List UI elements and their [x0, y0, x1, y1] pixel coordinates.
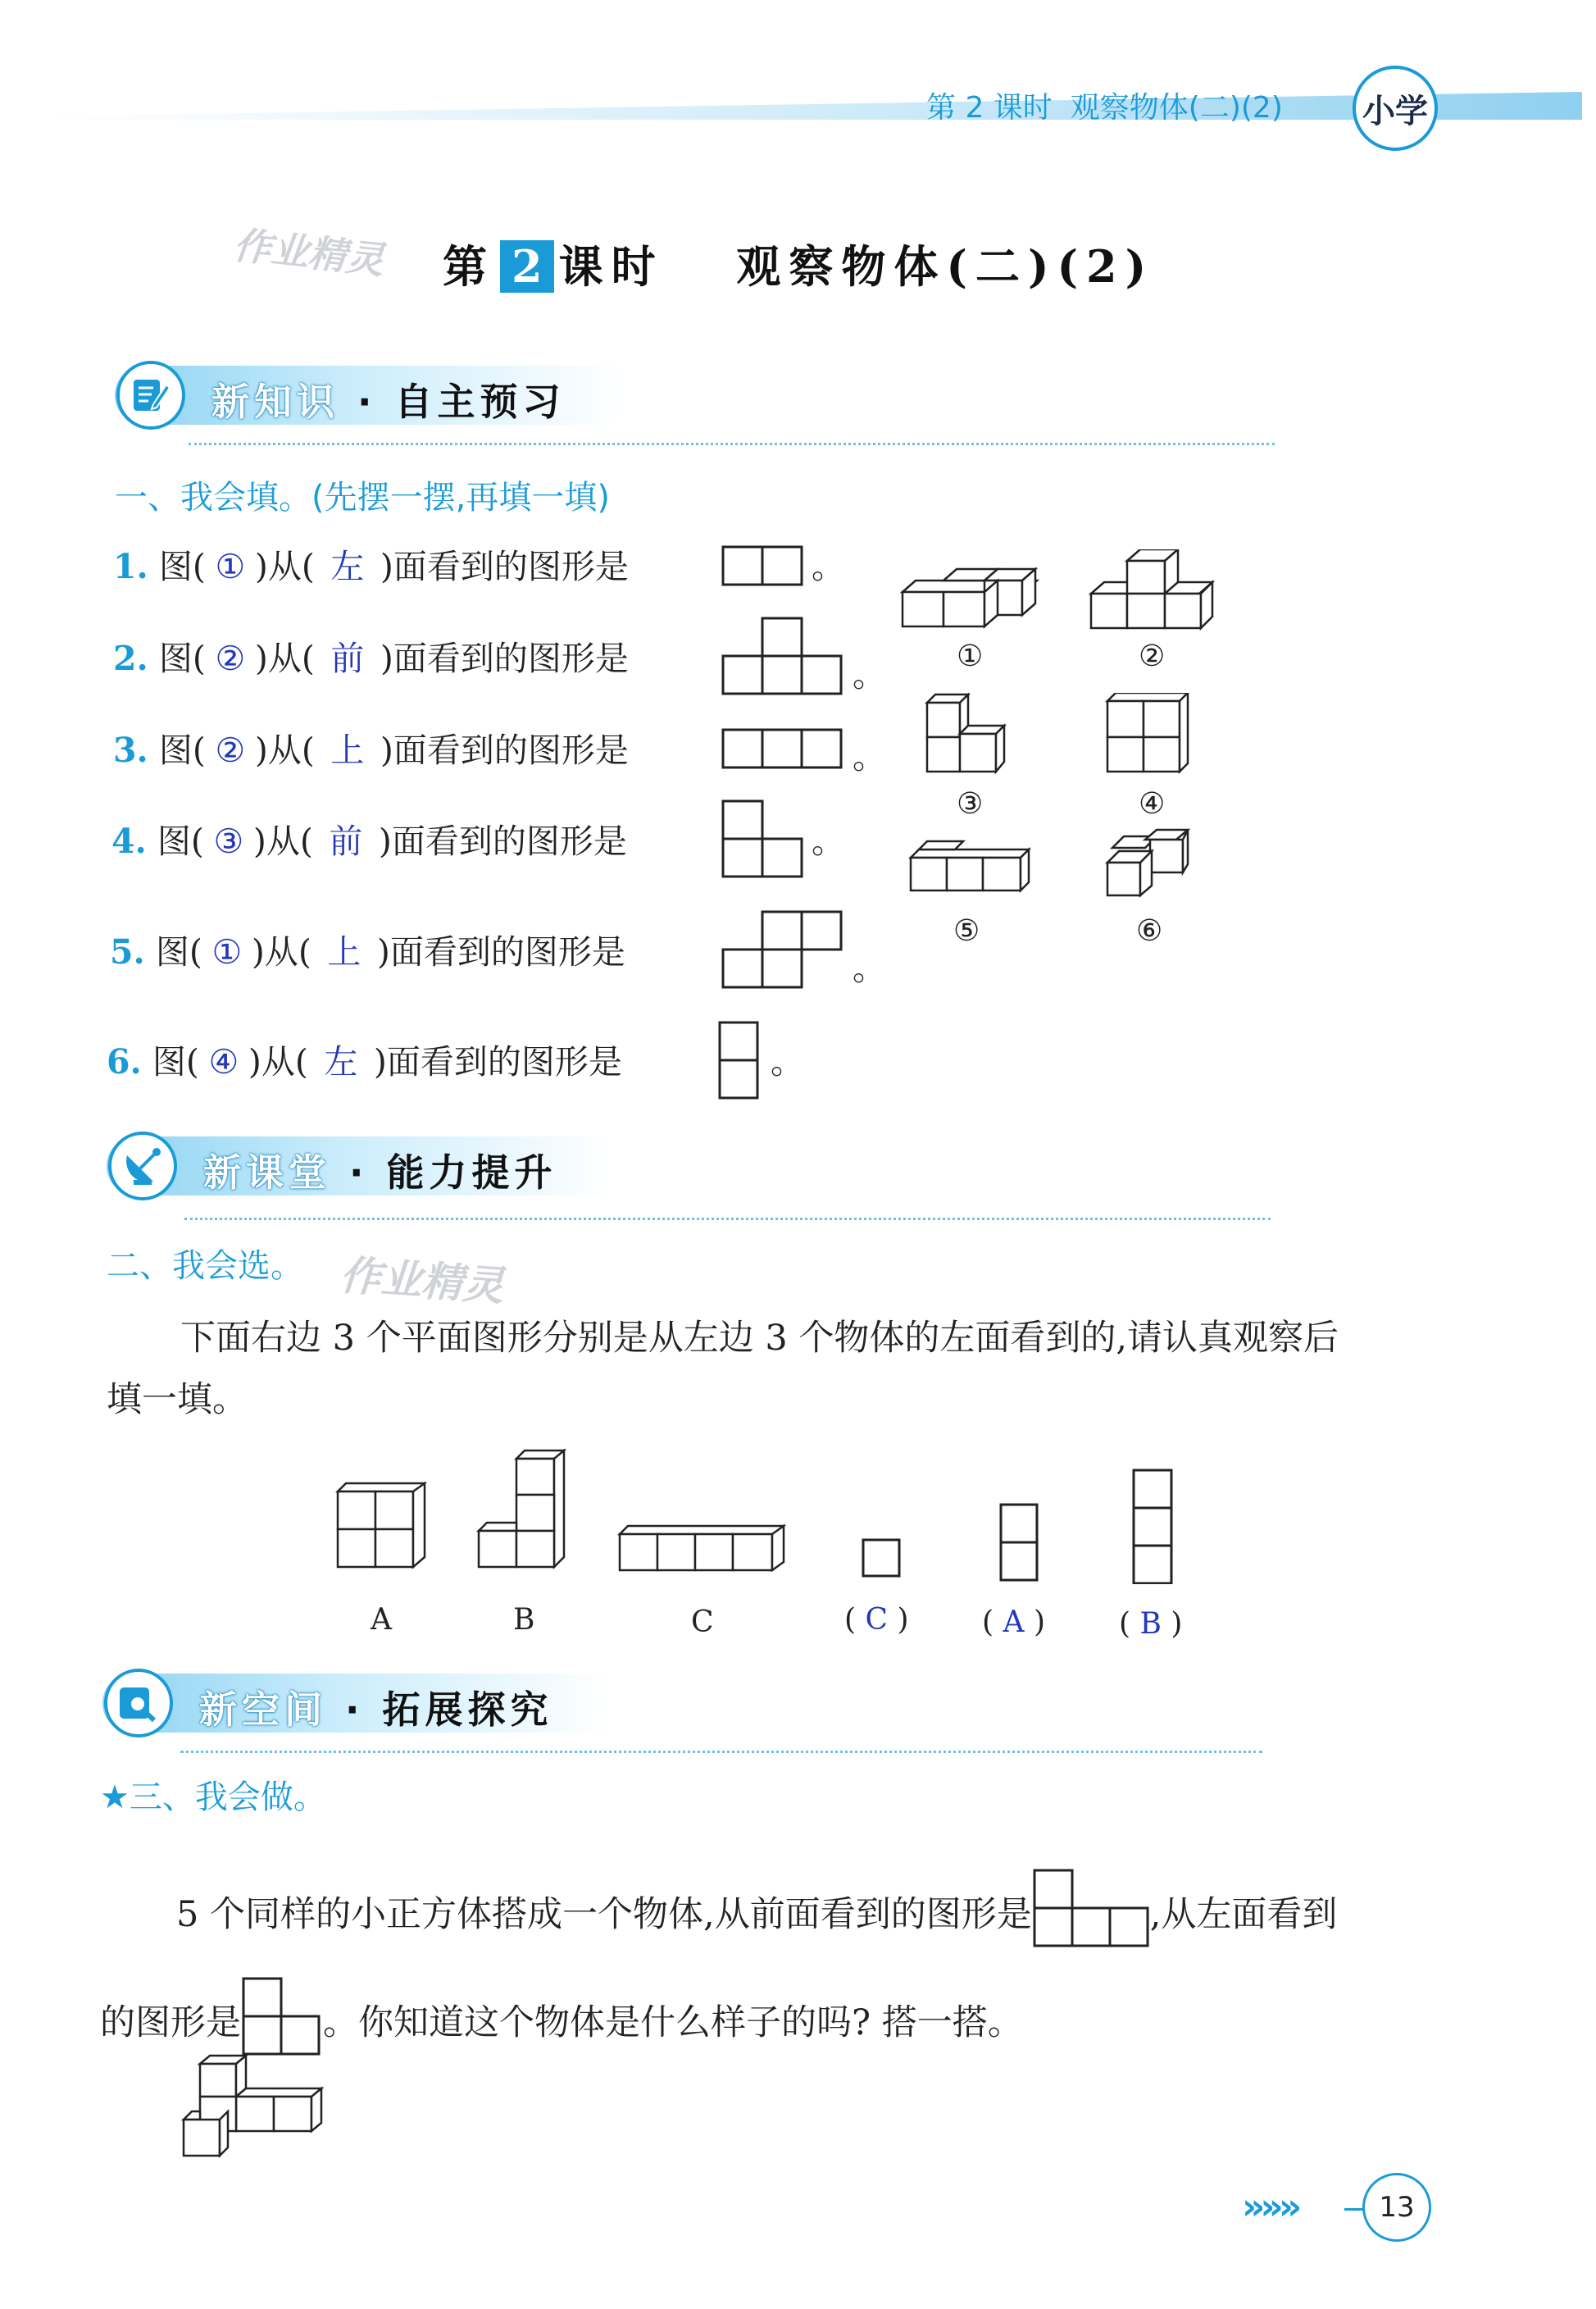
figure-label-3: ③ [957, 787, 984, 821]
q2-text-line1: 下面右边 3 个平面图形分别是从左边 3 个物体的左面看到的,请认真观察后 [180, 1318, 1339, 1359]
header-bar [41, 92, 1582, 120]
figure-label-1: ① [957, 640, 984, 673]
q3-heading: ★三、我会做。 [100, 1778, 326, 1816]
object-c-label: C [691, 1605, 714, 1639]
q1-answer-figure[interactable]: ① [215, 547, 246, 586]
answer-shape-6 [718, 1021, 764, 1103]
figure-5-cubes [906, 838, 1037, 904]
answer-paren-1: ( C ) [844, 1603, 909, 1637]
q1-row-text: 图( [157, 822, 204, 861]
q1-row-number: 3. [113, 731, 148, 770]
footer-arrows-icon: »»» [1242, 2186, 1298, 2228]
q1-row [113, 631, 629, 680]
object-c-cubes [616, 1521, 789, 1578]
q1-row-number: 5. [110, 932, 145, 972]
q1-row-text: )从( [251, 932, 311, 972]
figure-label-6: ⑥ [1136, 914, 1163, 948]
q1-row-period: 。 [853, 655, 886, 695]
figure-2-cubes [1086, 549, 1225, 648]
figure-label-4: ④ [1139, 787, 1166, 821]
answer-shape-1 [721, 545, 812, 588]
q1-row-number: 4. [111, 822, 147, 861]
object-a-label: A [371, 1603, 392, 1637]
answer-shape-2 [721, 617, 853, 699]
header-badge: 小学 [1353, 66, 1438, 151]
watermark-logo: 作业精灵 [338, 1251, 506, 1310]
divider [184, 1218, 1271, 1220]
q1-answer-figure[interactable]: ① [211, 932, 243, 972]
object-b-label: B [513, 1603, 535, 1637]
q1-answer-direction[interactable]: 上 [330, 731, 365, 770]
q1-row [111, 814, 627, 863]
q1-heading: 一、我会填。(先摆一摆,再填一填) [115, 479, 610, 517]
page-title: 第 2 课时 观察物体(二)(2) [443, 240, 1155, 293]
q3-text-line2: 的图形是 。你知道这个物体是什么样子的吗? 搭一搭。 [100, 1976, 1023, 2045]
q1-answer-direction[interactable]: 前 [330, 639, 365, 678]
q1-answer-figure[interactable]: ③ [213, 822, 244, 861]
q1-row-text: )从( [254, 547, 315, 586]
answer-solid-cubes [180, 2054, 328, 2161]
q1-answer-figure[interactable]: ② [215, 639, 246, 678]
q1-row-period: 。 [812, 822, 845, 861]
q1-row-text: )从( [254, 731, 315, 770]
q1-answer-direction[interactable]: 左 [324, 1042, 358, 1082]
figure-label-5: ⑤ [953, 914, 980, 948]
q1-row [110, 925, 625, 973]
q1-row-text: )面看到的图形是 [378, 822, 627, 861]
figure-4-cubes [1103, 693, 1201, 783]
q1-row-text: )从( [254, 639, 315, 678]
q1-row [113, 723, 629, 772]
left-view-shape [241, 1976, 323, 2058]
answer-shape-5 [721, 910, 853, 992]
object-b-cubes [475, 1447, 574, 1578]
q1-row [113, 540, 629, 588]
answer-paren-2: ( A ) [982, 1605, 1045, 1639]
figure-6-cubes [1103, 828, 1201, 918]
view-shape-2 [998, 1502, 1041, 1583]
satellite-dish-icon [108, 1132, 177, 1200]
q3-text-line1: 5 个同样的小正方体搭成一个物体,从前面看到的图形是 ,从左面看到 [176, 1868, 1337, 1937]
view-shape-1 [861, 1537, 903, 1580]
q1-answer-direction[interactable]: 前 [329, 822, 363, 861]
divider [180, 1751, 1262, 1753]
divider [189, 443, 1275, 445]
q1-row-text: 图( [158, 547, 206, 586]
q1-answer-figure[interactable]: ② [215, 731, 246, 770]
q1-answer-figure[interactable]: ④ [208, 1042, 239, 1082]
q1-row-text: 图( [158, 639, 206, 678]
header-lesson: 第 2 课时 观察物体(二)(2) [926, 91, 1283, 125]
q1-row-text: )面看到的图形是 [380, 639, 629, 678]
watermark-logo: 作业精灵 [231, 222, 387, 283]
magnifier-icon [104, 1669, 173, 1737]
q1-row-period: 。 [771, 1042, 804, 1082]
q1-row-text: 图( [158, 731, 206, 770]
q1-row-text: )从( [248, 1042, 308, 1082]
q1-row-number: 6. [107, 1042, 142, 1082]
figure-3-cubes [922, 693, 1029, 783]
answer-shape-3 [721, 728, 853, 771]
answer-shape-4 [721, 799, 812, 881]
q1-row-text: )面看到的图形是 [373, 1042, 622, 1082]
object-a-cubes [334, 1480, 436, 1578]
q1-row [107, 1035, 622, 1083]
q1-row-text: 图( [152, 1042, 199, 1082]
q1-row-period: 。 [812, 547, 845, 586]
answer-paren-3: ( B ) [1119, 1607, 1183, 1641]
q1-row-number: 1. [113, 547, 148, 586]
q2-heading: 二、我会选。 [107, 1247, 303, 1285]
q1-row-number: 2. [113, 639, 148, 678]
q1-row-text: )面看到的图形是 [380, 547, 629, 586]
q1-row-text: )从( [252, 822, 313, 861]
q1-row-text: 图( [155, 932, 202, 972]
figure-label-2: ② [1139, 640, 1166, 673]
q1-answer-direction[interactable]: 左 [330, 547, 365, 586]
q1-row-text: )面看到的图形是 [376, 932, 625, 972]
pencil-note-icon [116, 361, 185, 430]
page-number: 13 [1362, 2173, 1431, 2242]
q1-row-text: )面看到的图形是 [380, 731, 629, 770]
q1-row-period: 。 [853, 949, 886, 988]
view-shape-3 [1131, 1468, 1177, 1584]
q1-answer-direction[interactable]: 上 [327, 932, 361, 972]
figure-1-cubes [898, 558, 1062, 648]
q2-text-line2: 填一填。 [107, 1379, 248, 1420]
q1-row-period: 。 [853, 737, 886, 776]
front-view-shape [1032, 1868, 1150, 1950]
